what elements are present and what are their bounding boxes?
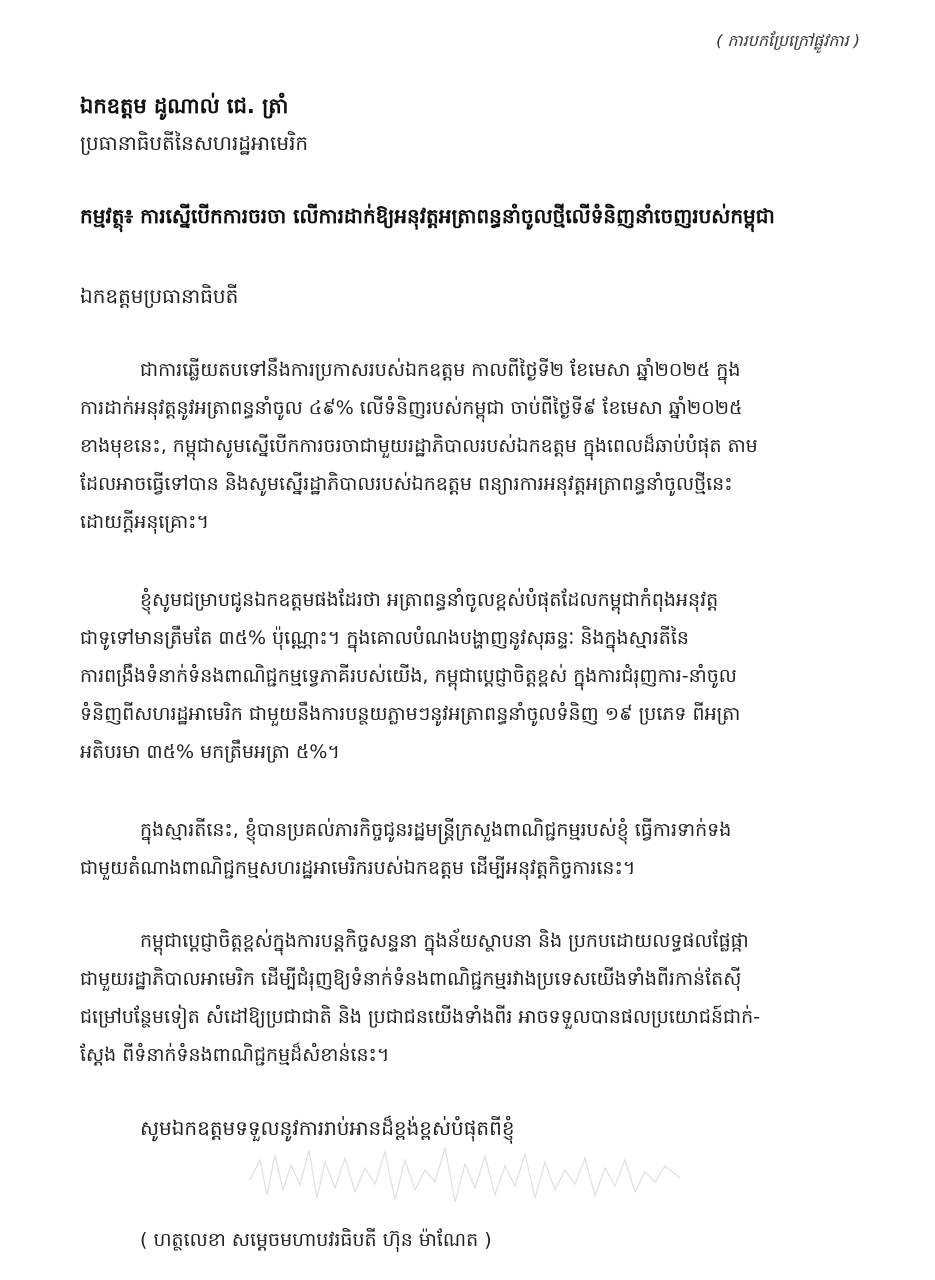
closing-line: សូមឯកឧត្តមទទួលនូវការរាប់អានដ៏ខ្ពង់ខ្ពស់បំផុតពីខ្ញុំ	[140, 1116, 515, 1140]
subject-line: កម្មវត្ថុ៖ ការស្នើបើកការចរចា លើការដាក់ឱ្យអនុវត្តអត្រាពន្ធនាំចូលថ្មីលើទំនិញនាំចេញរបស់កម្ពុជា	[80, 204, 775, 228]
paragraph-line: ជម្រៅបន្ថែមទៀត សំដៅឱ្យប្រជាជាតិ និង ប្រជាជនយើងទាំងពីរ អាចទទួលបានផលប្រយោជន៍ជាក់-	[80, 1006, 761, 1028]
paragraph-line: ខាងមុខនេះ, កម្ពុជាសូមស្នើបើកការចរចាជាមួយរដ្ឋាភិបាលរបស់ឯកឧត្តម ក្នុងពេលដ៏ឆាប់បំផុត តាម	[80, 435, 758, 457]
paragraph-line: ជាមួយតំណាងពាណិជ្ជកម្មសហរដ្ឋអាមេរិករបស់ឯកឧត្តម ដើម្បីអនុវត្តកិច្ចការនេះ។	[80, 857, 636, 879]
unofficial-translation-note: ( ការបកប្រែក្រៅផ្លូវការ )	[716, 31, 860, 50]
paragraph-line: ដែលអាចធ្វើទៅបាន និងសូមស្នើរដ្ឋាភិបាលរបស់ឯកឧត្តម ពន្យារការអនុវត្តអត្រាពន្ធនាំចូលថ្មីនេះ	[80, 473, 733, 495]
signature-scribble-icon	[245, 1140, 685, 1210]
paragraph-line: ទំនិញពីសហរដ្ឋអាមេរិក ជាមួយនឹងការបន្ថយភ្លាមៗនូវអត្រាពន្ធនាំចូលទំនិញ ១៩ ប្រភេទ ពីអត្រា	[80, 703, 741, 725]
paragraph-line: ដោយក្តីអនុគ្រោះ។	[80, 511, 210, 533]
paragraph-line: ស្តែង ពីទំនាក់ទំនងពាណិជ្ជកម្មដ៏សំខាន់នេះ។	[80, 1044, 390, 1066]
signature-line: ( ហត្ថលេខា សម្តេចមហាបវរធិបតី ហ៊ុន ម៉ាណែត )	[140, 1229, 492, 1251]
paragraph-line: ជាទូទៅមានត្រឹមតែ ៣៥% ប៉ុណ្ណោះ។ ក្នុងគោលបំណងបង្ហាញនូវសុឆន្ទៈ និងក្នុងស្មារតីនៃ	[80, 627, 689, 649]
paragraph-line: ខ្ញុំសូមជម្រាបជូនឯកឧត្តមផងដែរថា អត្រាពន្ធនាំចូលខ្ពស់បំផុតដែលកម្ពុជាកំពុងអនុវត្ត	[140, 589, 719, 611]
recipient-title: ប្រធានាធិបតីនៃសហរដ្ឋអាមេរិក	[80, 131, 309, 155]
salutation: ឯកឧត្តមប្រធានាធិបតី	[80, 284, 239, 308]
paragraph-line: ជាមួយរដ្ឋាភិបាលអាមេរិក ដើម្បីជំរុញឱ្យទំនាក់ទំនងពាណិជ្ជកម្មរវាងប្រទេសយើងទាំងពីរកាន់តែស៊ី	[80, 968, 742, 990]
paragraph-line: ការពង្រឹងទំនាក់ទំនងពាណិជ្ជកម្មទ្វេភាគីរបស់យើង, កម្ពុជាប្តេជ្ញាចិត្តខ្ពស់ ក្នុងការជំរុញការ-នាំចូល	[80, 665, 737, 687]
paragraph-line: កម្ពុជាប្តេជ្ញាចិត្តខ្ពស់ក្នុងការបន្តកិច្ចសន្ទនា ក្នុងន័យស្ថាបនា និង ប្រកបដោយលទ្ធផលផ្លែផ្កា	[140, 930, 749, 952]
paragraph-line: ការដាក់អនុវត្តនូវអត្រាពន្ធនាំចូល ៤៩% លើទំនិញរបស់កម្ពុជា ចាប់ពីថ្ងៃទី៩ ខែមេសា ឆ្នាំ២០២៥	[80, 397, 743, 419]
recipient-name: ឯកឧត្តម ដូណាល់ ជេ. ត្រាំ	[80, 94, 289, 118]
paragraph-line: អតិបរមា ៣៥% មកត្រឹមអត្រា ៥%។	[80, 741, 340, 763]
paragraph-line: ក្នុងស្មារតីនេះ, ខ្ញុំបានប្រគល់ភារកិច្ចជូនរដ្ឋមន្ត្រីក្រសួងពាណិជ្ជកម្មរបស់ខ្ញុំ ធ្វើការទាក់ទង	[140, 819, 732, 841]
paragraph-line: ជាការឆ្លើយតបទៅនឹងការប្រកាសរបស់ឯកឧត្តម កាលពីថ្ងៃទី២ ខែមេសា ឆ្នាំ២០២៥ ក្នុង	[140, 359, 741, 381]
